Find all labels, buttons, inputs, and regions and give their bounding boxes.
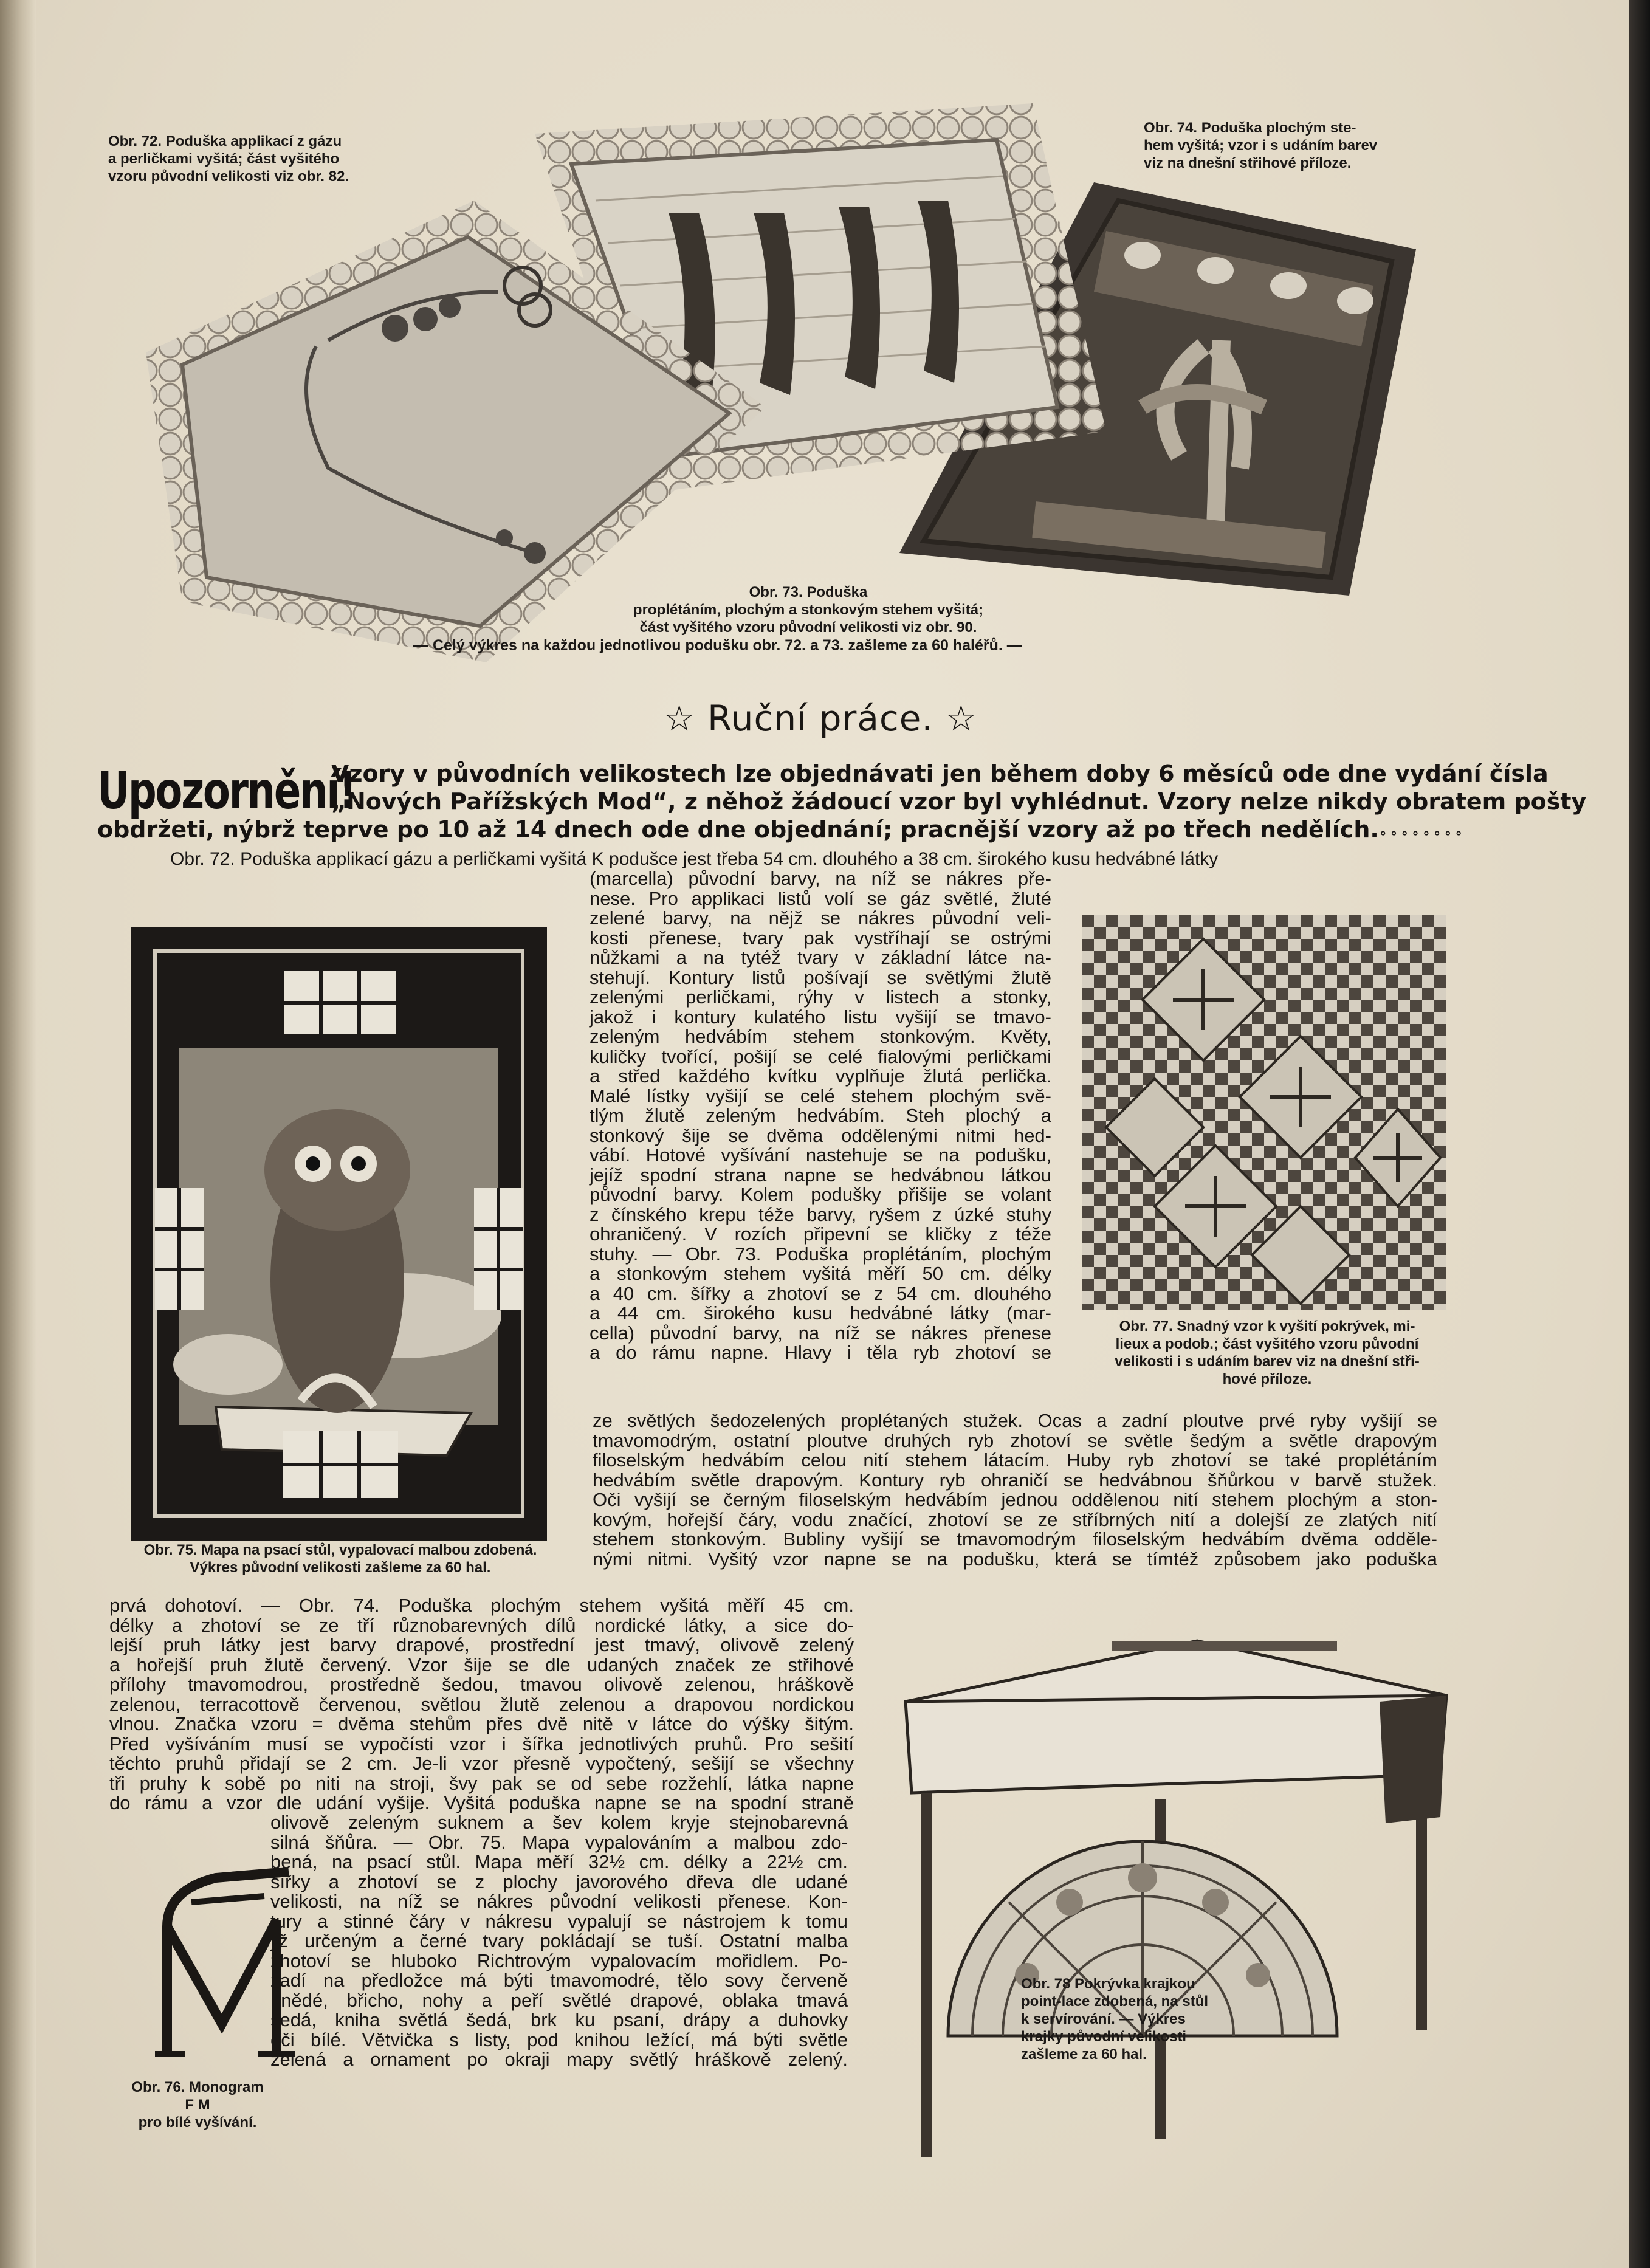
caption-obr78: Obr. 78 Pokrývka krajkou point-lace zdobená, na stůl k servírování. — Výkres krajky původní velikosti zašleme za 60 hal.	[1021, 1976, 1209, 2063]
section-title: ☆ Ruční práce. ☆	[663, 698, 978, 739]
notice-line-3: obdržeti, nýbrž teprve po 10 až 14 dnech ode dne objednání; pracnější vzory až po třech nedělích.∘∘∘∘∘∘∘∘	[97, 816, 1466, 843]
notice-line-2: „Nových Pařížských Mod“, z něhož žádoucí vzor byl vyhlédnut. Vzory nelze nikdy obratem pošty	[331, 788, 1587, 815]
page-spine-shadow	[0, 0, 36, 2268]
caption-obr72: Obr. 72. Poduška applikací z gázu a perličkami vyšitá; část vyšitého vzoru původní velikosti viz obr. 82.	[108, 133, 349, 185]
caption-whole-drawing: — Celý výkres na každou jednotlivou podušku obr. 72. a 73. zašleme za 60 haléřů. —	[413, 637, 1022, 654]
notice-line-1: Vzory v původních velikostech lze objednávati jen během doby 6 měsíců ode dne vydání čísla	[331, 760, 1549, 787]
caption-obr74: Obr. 74. Poduška plochým ste- hem vyšitá; vzor i s udáním barev viz na dnešní střihové příloze.	[1144, 120, 1378, 171]
caption-obr77: Obr. 77. Snadný vzor k vyšití pokrývek, mi- lieux a podob.; část vyšitého vzoru původní velikosti i s udáním barev viz na dnešní stři- hové příloze.	[1115, 1318, 1420, 1387]
monogram-fm-illustration	[143, 1854, 301, 2072]
article-monogram-column: olivově zeleným suknem a šev kolem kryje stejnobarevná silná šňůra. — Obr. 75. Mapa vypalováním a malbou zdo- bená, na psací stůl. Mapa měří 32½ cm. délky a 22½ cm. šířky a zhotoví se z plochy javorového dřeva dle udané velikosti, na níž se nákres původní velikosti přenese. Kon- tury a stinné čáry v nákresu vypalují se nástrojem k tomu již určeným a černé tvary pokládají se tuší. Ostatní malba zhotoví se hluboko Richtrovým vypalovacím mořidlem. Po- zadí na předložce má býti tmavomodré, tělo sovy červeně hnědé, břicho, nohy a peří světlé drapové, oblaka tmavá šedá, kniha světlá šedá, brk ku psaní, drápy a duhovky oči bílé. Větvička s listy, pod knihou ležící, má býti světle zelená a ornament po okraji mapy světlý hráškově zelený.	[270, 1812, 848, 2070]
caption-obr75: Obr. 75. Mapa na psací stůl, vypalovací malbou zdobená. Výkres původní velikosti zašleme za 60 hal.	[143, 1542, 537, 1576]
checkered-embroidery-illustration	[1082, 915, 1446, 1310]
article-column-middle: (marcella) původní barvy, na níž se nákres pře- nese. Pro applikaci listů volí se gáz světlé, žluté zelené barvy, na nějž se nákres původní veli- kosti přenese, tvary pak vystříhají se ostrými nůžkami a na tytéž tvary v základní látce na- stehují. Kontury listů pošívají se světlými žlutě zelenými perličkami, rýhy v listech a stonky, jakož i kontury kulatého listu vyšijí se tmavo- zeleným hedvábím stehem stonkovým. Květy, kuličky tvořící, pošijí se celé fialovými perličkami a střed každého kvítku vyplňuje žlutá perlička. Malé lístky vyšijí se celé stehem plochým svě- tlým žlutě zeleným hedvábím. Steh plochý a stonkový šije se dvěma oddělenými nitmi hed- vábí. Hotové vyšívání nastehuje se na podušku, jejíž spodní strana napne se hedvábnou látkou původní barvy. Kolem podušky přišije se volant z čínského krepu téže barvy, ryšem z úzké stuhy ohraničený. V rozích připevní se kličky z téže stuhy. — Obr. 73. Poduška proplétáním, plochým a stonkovým stehem vyšitá měří 50 cm. délky a 40 cm. šířky a zhotoví se z 54 cm. dlouhého a 44 cm. širokého kusu hedvábné látky (mar- cella) původní barvy, na níž se nákres přenese a do rámu napne. Hlavy i těla ryb zhotoví se	[590, 868, 1051, 1363]
lace-table-illustration	[869, 1617, 1465, 2176]
owl-map-illustration	[131, 927, 547, 1541]
article-wide: ze světlých šedozelených proplétaných stužek. Ocas a zadní ploutve prvé ryby vyšijí se tmavomodrým, ostatní ploutve druhých ryb zhotoví se světle šedým a světle drapovým filoselským hedvábím celou nití stehem látacím. Huby ryb zhotoví se také proplétáním hedvábím světle drapovým. Kontury ryb ohraničí se hedvábnou šňůrkou v barvě stužek. Oči vyšijí se černým filoselským hedvábím jednou oddělenou nití stehem plochým a ston- kovým, hořejší čáry, vodu značící, zhotoví se ze stříbrných nití a dolejší ze zlatých nití stehem stonkovým. Bubliny vyšijí se tmavomodrým filoselským hedvábím dvěma odděle- nými nitmi. Vyšitý vzor napne se na podušku, která se tímtéž způsobem jako poduška	[593, 1410, 1437, 1570]
page-edge-shadow	[1629, 0, 1650, 2268]
notice-heading: Upozornění!	[97, 761, 356, 820]
caption-obr76: Obr. 76. Monogram F M pro bílé vyšívání.	[131, 2079, 264, 2131]
article-lower-left: prvá dohotoví. — Obr. 74. Poduška plochým stehem vyšitá měří 45 cm. délky a zhotoví se ze tří různobarevných dílů nordické látky, a sice do- lejší pruh látky jest barvy drapové, prostřední jest tmavý, olivově zelený a hořejší pruh žlutě červený. Vzor šije se dle udaných značek ze střihové přílohy tmavomodrou, prostředně šedou, tmavou olivově zelenou, hráškově zelenou, terracottově červenou, světlou žlutě zelenou a drapovou nordickou vlnou. Značka vzoru = dvěma stehům přes dvě nitě v látce do výšky šitým. Před vyšíváním musí se vypočísti vzor i šířka jednotlivých pruhů. Pro sešití těchto pruhů přidají se 2 cm. Je-li vzor přesně vypočtený, sešijí se všechny tři pruhy k sobě po niti na stroji, švy pak se od sebe rozžehlí, látka napne do rámu a vzor dle udání vyšije. Vyšitá poduška napne se na spodní straně	[109, 1595, 854, 1813]
article-intro: Obr. 72. Poduška applikací gázu a perličkami vyšitá K podušce jest třeba 54 cm. dlouhého a 38 cm. širokého kusu hedvábné látky	[170, 849, 1219, 869]
caption-obr73: Obr. 73. Poduška proplétáním, plochým a stonkovým stehem vyšitá; část vyšitého vzoru původní velikosti viz obr. 90.	[633, 584, 984, 636]
